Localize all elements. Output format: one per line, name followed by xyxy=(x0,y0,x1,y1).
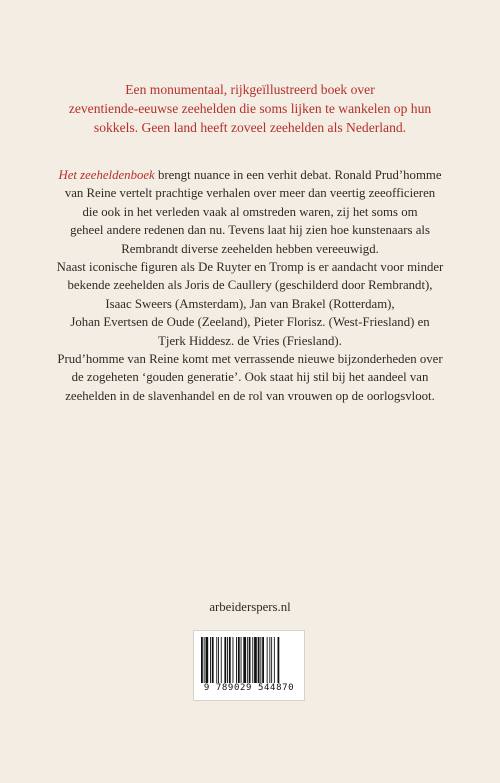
body-line: die ook in het verleden vaak al omstreden waren, zij het soms om xyxy=(82,204,418,219)
lead-line-1: Een monumentaal, rijkgeïllustreerd boek over xyxy=(125,82,375,97)
lead-paragraph xyxy=(0,80,500,137)
body-line: Johan Evertsen de Oude (Zeeland), Pieter Florisz. (West-Friesland) en xyxy=(70,315,430,330)
body-line: Tjerk Hiddesz. de Vries (Friesland). xyxy=(158,333,342,348)
publisher-url: arbeiderspers.nl xyxy=(209,600,291,614)
lead-line-2: zeventiende-eeuwse zeehelden die soms lijken te wankelen op hun xyxy=(68,101,432,116)
body-line: van Reine vertelt prachtige verhalen over meer dan veertig zeeofficieren xyxy=(64,186,436,201)
body-text xyxy=(0,166,500,405)
body-line-1 xyxy=(0,166,500,184)
body-line: geheel andere redenen dan nu. Tevens laat hij zien hoe kunstenaars als xyxy=(70,223,430,238)
body-line-1-rest: brengt nuance in een verhit debat. Ronald Prud’homme xyxy=(154,168,442,182)
lead-line-3: sokkels. Geen land heeft zoveel zeehelden als Nederland. xyxy=(93,120,407,135)
barcode-number: 9 789029 544870 xyxy=(203,683,295,693)
barcode-bars-icon xyxy=(200,637,298,683)
body-line: de zogeheten ‘gouden generatie’. Ook staat hij stil bij het aandeel van xyxy=(71,370,429,385)
book-title-italic: Het zeeheldenboek xyxy=(58,168,155,182)
body-line: Rembrandt diverse zeehelden hebben vereeuwigd. xyxy=(121,241,379,256)
body-line: Isaac Sweers (Amsterdam), Jan van Brakel (Rotterdam), xyxy=(105,296,395,311)
body-line: Prud’homme van Reine komt met verrassende nieuwe bijzonderheden over xyxy=(57,352,443,367)
isbn-barcode xyxy=(193,630,305,701)
body-line: Naast iconische figuren als De Ruyter en Tromp is er aandacht voor minder xyxy=(56,260,444,275)
body-line: bekende zeehelden als Joris de Caullery (geschilderd door Rembrandt), xyxy=(67,278,433,293)
body-line: zeehelden in de slavenhandel en de rol van vrouwen op de oorlogsvloot. xyxy=(65,388,435,403)
